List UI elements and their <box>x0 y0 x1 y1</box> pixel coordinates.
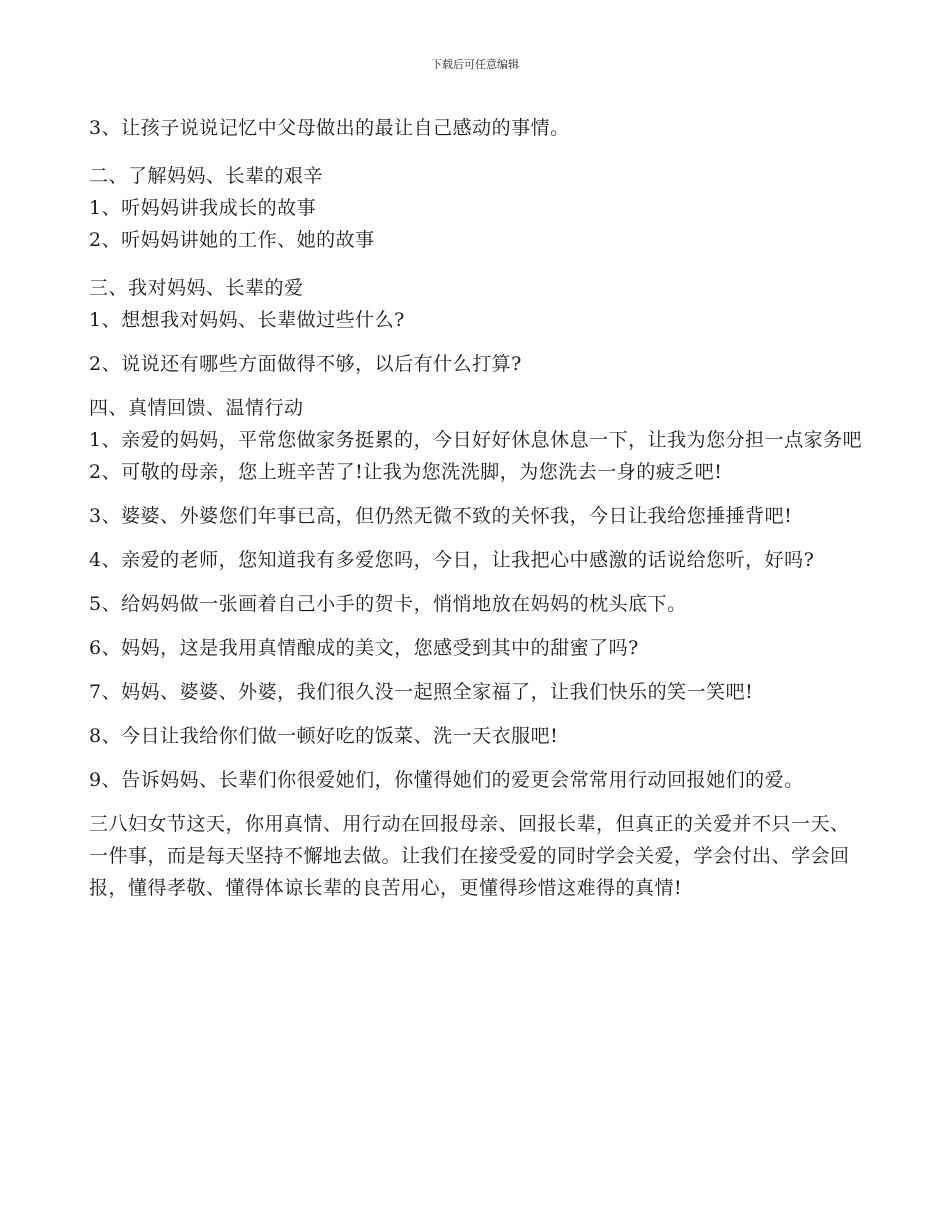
list-item: 2、听妈妈讲她的工作、她的故事 <box>89 229 375 251</box>
section-heading-3: 三、我对妈妈、长辈的爱 <box>89 277 304 299</box>
list-item: 2、说说还有哪些方面做得不够，以后有什么打算? <box>89 353 522 375</box>
list-item: 1、想想我对妈妈、长辈做过些什么? <box>89 309 405 331</box>
list-item: 8、今日让我给你们做一顿好吃的饭菜、洗一天衣服吧! <box>89 725 559 747</box>
section-heading-2: 二、了解妈妈、长辈的艰辛 <box>89 165 324 187</box>
document-body <box>89 112 864 904</box>
list-item: 3、婆婆、外婆您们年事已高，但仍然无微不致的关怀我，今日让我给您捶捶背吧! <box>89 505 793 527</box>
list-item: 5、给妈妈做一张画着自己小手的贺卡，悄悄地放在妈妈的枕头底下。 <box>89 593 687 615</box>
list-item: 4、亲爱的老师，您知道我有多爱您吗，今日，让我把心中感激的话说给您听，好吗? <box>89 549 815 571</box>
page-header: 下载后可任意编辑 <box>431 58 519 71</box>
paragraph-item-3-recall: 3、让孩子说说记忆中父母做出的最让自己感动的事情。 <box>89 117 570 139</box>
section-heading-4: 四、真情回馈、温情行动 <box>89 397 304 419</box>
list-item: 9、告诉妈妈、长辈们你很爱她们，你懂得她们的爱更会常常用行动回报她们的爱。 <box>89 769 804 791</box>
list-item: 1、亲爱的妈妈，平常您做家务挺累的，今日好好休息休息一下，让我为您分担一点家务吧2、可敬的母亲，您上班辛苦了!让我为您洗洗脚，为您洗去一身的疲乏吧! <box>89 429 863 483</box>
list-item: 7、妈妈、婆婆、外婆，我们很久没一起照全家福了，让我们快乐的笑一笑吧! <box>89 681 754 703</box>
list-item: 6、妈妈，这是我用真情酿成的美文，您感受到其中的甜蜜了吗? <box>89 637 639 659</box>
list-item: 1、听妈妈讲我成长的故事 <box>89 197 317 219</box>
closing-paragraph: 三八妇女节这天，你用真情、用行动在回报母亲、回报长辈，但真正的关爱并不只一天、一件事，而是每天坚持不懈地去做。让我们在接受爱的同时学会关爱，学会付出、学会回报，懂得孝敬、懂得体谅长辈的良苦用心，更懂得珍惜这难得的真情! <box>89 813 850 899</box>
